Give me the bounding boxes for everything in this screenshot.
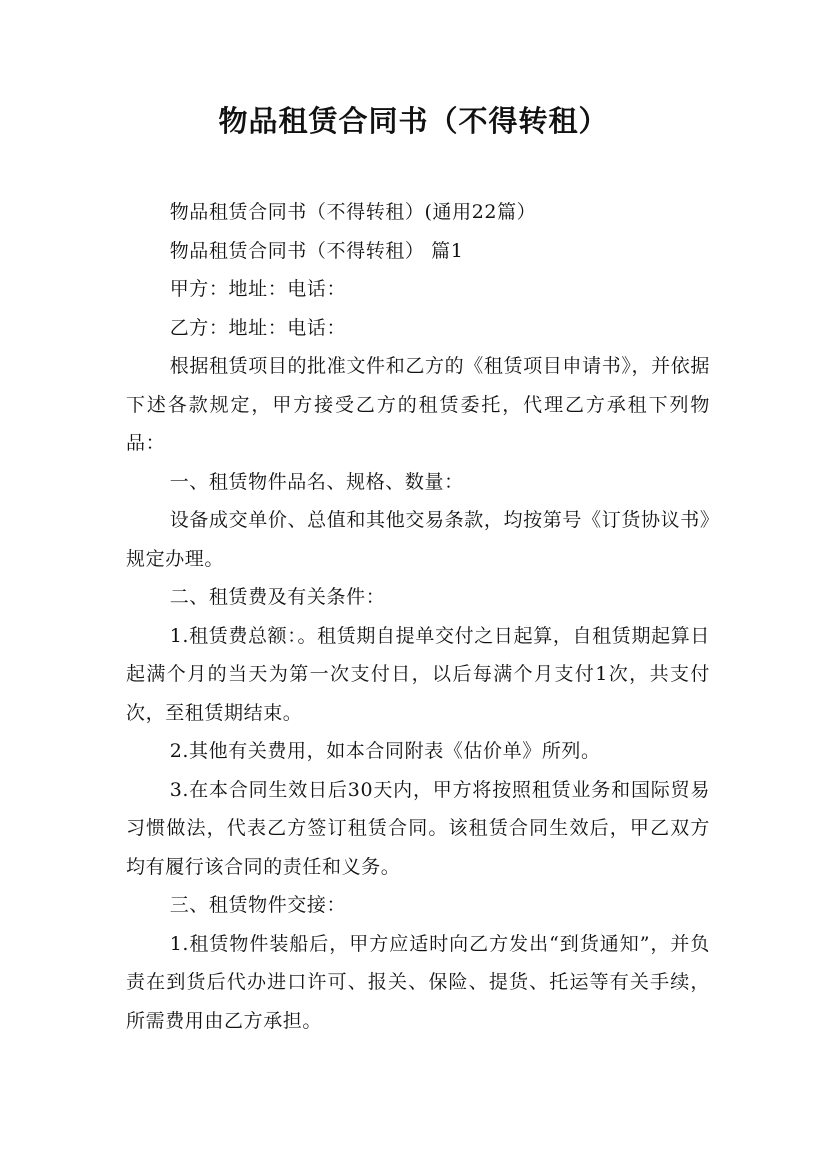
paragraph-subtitle: 物品租赁合同书（不得转租）(通用22篇） <box>169 201 537 223</box>
paragraph-clause-2-heading: 二、租赁费及有关条件： <box>169 586 386 608</box>
paragraph-clause-2-item-1: 1.租赁费总额：。租赁期自提单交付之日起算，自租赁期起算日起满个月的当天为第一次支付日，以后每满个月支付1次，共支付次，至租赁期结束。 <box>126 624 710 724</box>
paragraph-section-heading: 物品租赁合同书（不得转租） 篇1 <box>169 239 464 262</box>
paragraph-clause-2-item-2: 2.其他有关费用，如本合同附表《估价单》所列。 <box>169 740 601 762</box>
paragraph-party-b: 乙方：地址：电话： <box>169 316 347 339</box>
paragraph-preamble: 根据租赁项目的批准文件和乙方的《租赁项目申请书》，并依据下述各款规定，甲方接受乙方的租赁委托，代理乙方承租下列物品： <box>126 355 710 454</box>
paragraph-clause-1-heading: 一、租赁物件品名、规格、数量： <box>169 470 464 493</box>
paragraph-clause-1-body: 设备成交单价、总值和其他交易条款，均按第号《订货协议书》规定办理。 <box>126 509 710 570</box>
paragraph-party-a: 甲方：地址：电话： <box>169 278 347 300</box>
document-title: 物品租赁合同书（不得转租） <box>218 104 609 138</box>
paragraph-clause-3-item-1: 1.租赁物件装船后，甲方应适时向乙方发出“到货通知”，并负责在到货后代办进口许可、报关、保险、提货、托运等有关手续，所需费用由乙方承担。 <box>126 932 710 1032</box>
paragraph-clause-2-item-3: 3.在本合同生效日后30天内，甲方将按照租赁业务和国际贸易习惯做法，代表乙方签订租赁合同。该租赁合同生效后，甲乙双方均有履行该合同的责任和义务。 <box>126 778 710 878</box>
document-body <box>126 193 710 1040</box>
paragraph-clause-3-heading: 三、租赁物件交接： <box>169 894 347 916</box>
